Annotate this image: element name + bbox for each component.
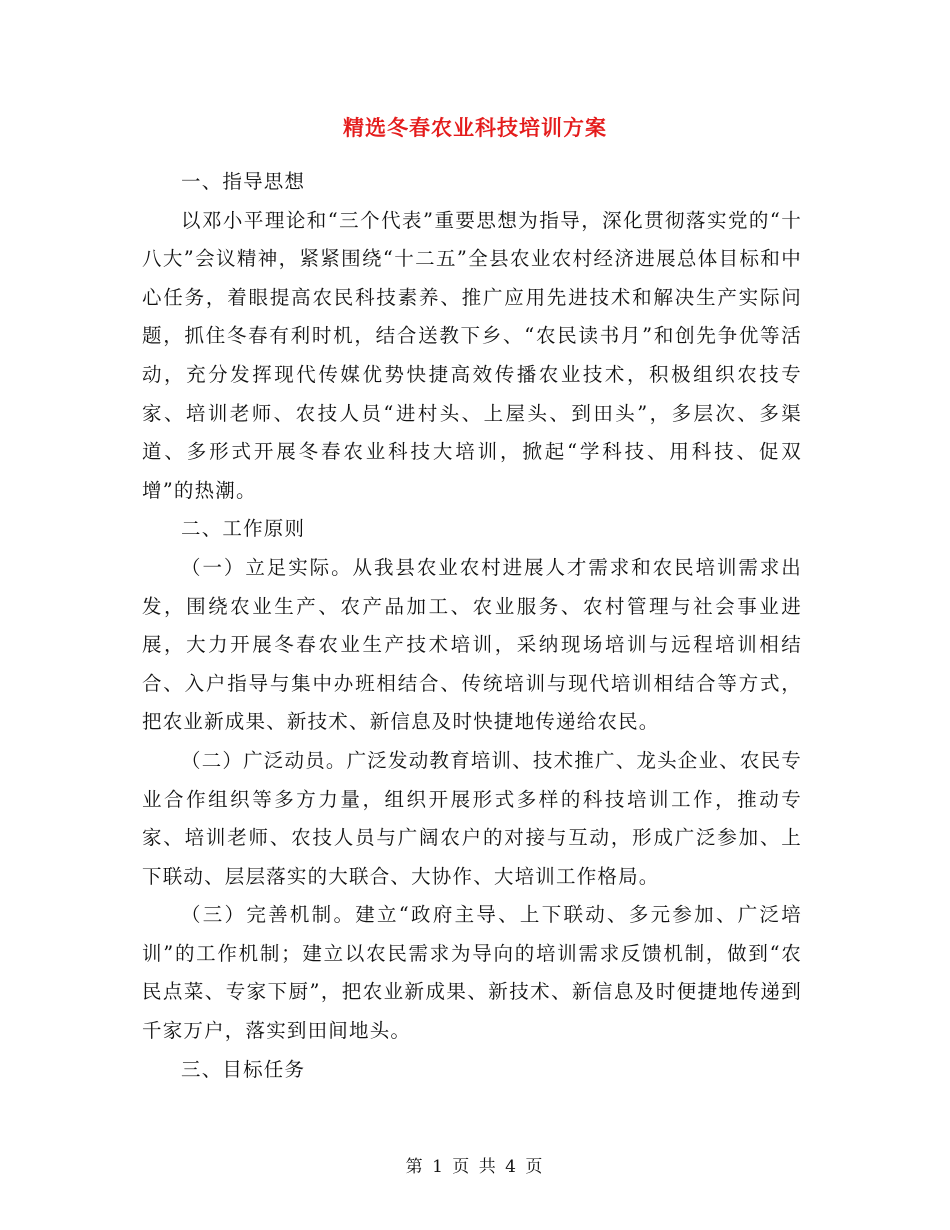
section-heading-goals-tasks: 三、目标任务 [181, 1057, 306, 1081]
page-number-footer: 第 1 页 共 4 页 [405, 1157, 545, 1177]
paragraph-guiding-ideology: 以邓小平理论和“三个代表”重要思想为指导，深化贯彻落实党的“十八大”会议精神，紧紧围绕“十二五”全县农业农村经济进展总体目标和中心任务，着眼提高农民科技素养、推广应用先进技术和解决生产实际问题，抓住冬春有利时机，结合送教下乡、“农民读书月”和创先争优等活动，充分发挥现代传媒优势快捷高效传播农业技术，积极组织农技专家、培训老师、农技人员“进村头、上屋头、到田头”，多层次、多渠道、多形式开展冬春农业科技大培训，掀起“学科技、用科技、促双增”的热潮。 [142, 208, 802, 502]
section-heading-work-principles: 二、工作原则 [181, 517, 306, 541]
paragraph-principle-2: （二）广泛动员。广泛发动教育培训、技术推广、龙头企业、农民专业合作组织等多方力量，组织开展形式多样的科技培训工作，推动专家、培训老师、农技人员与广阔农户的对接与互动，形成广泛参加、上下联动、层层落实的大联合、大协作、大培训工作格局。 [142, 748, 803, 888]
paragraph-principle-3: （三）完善机制。建立“政府主导、上下联动、多元参加、广泛培训”的工作机制；建立以农民需求为导向的培训需求反馈机制，做到“农民点菜、专家下厨”，把农业新成果、新技术、新信息及时便捷地传递到千家万户，落实到田间地头。 [142, 903, 802, 1043]
section-heading-guiding-ideology: 一、指导思想 [181, 170, 306, 193]
document-body [142, 163, 802, 1089]
document-title: 精选冬春农业科技培训方案 [343, 115, 607, 140]
paragraph-principle-1: （一）立足实际。从我县农业农村进展人才需求和农民培训需求出发，围绕农业生产、农产品加工、农业服务、农村管理与社会事业进展，大力开展冬春农业生产技术培训，采纳现场培训与远程培训相结合、入户指导与集中办班相结合、传统培训与现代培训相结合等方式，把农业新成果、新技术、新信息及时快捷地传递给农民。 [142, 555, 802, 734]
